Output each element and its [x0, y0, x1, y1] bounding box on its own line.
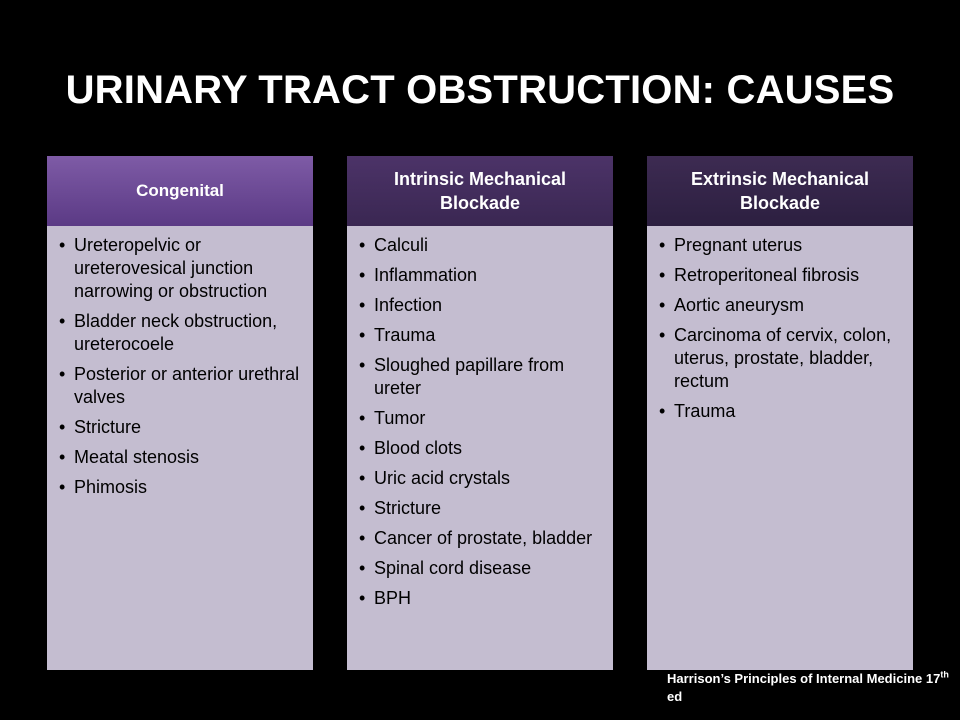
citation-superscript: th	[940, 669, 949, 680]
citation-text: Harrison’s Principles of Internal Medicine 17	[667, 671, 941, 686]
list-item: • Inflammation	[359, 264, 603, 287]
list-item: • Stricture	[359, 497, 603, 520]
cause-list	[47, 226, 313, 499]
list-item: • Bladder neck obstruction, ureterocoele	[59, 310, 303, 356]
list-item: • Tumor	[359, 407, 603, 430]
list-item: • Ureteropelvic or ureterovesical junction narrowing or obstruction	[59, 234, 303, 303]
list-item: • Spinal cord disease	[359, 557, 603, 580]
list-item: • BPH	[359, 587, 603, 610]
citation-suffix: ed	[667, 689, 683, 704]
column-header: Congenital	[47, 156, 313, 226]
list-item: • Blood clots	[359, 437, 603, 460]
list-item: • Meatal stenosis	[59, 446, 303, 469]
column-header: Intrinsic Mechanical Blockade	[347, 156, 613, 226]
list-item: • Retroperitoneal fibrosis	[659, 264, 903, 287]
list-item: • Calculi	[359, 234, 603, 257]
list-item: • Sloughed papillare from ureter	[359, 354, 603, 400]
list-item: • Uric acid crystals	[359, 467, 603, 490]
column-congenital	[47, 156, 313, 670]
citation	[667, 670, 957, 706]
list-item: • Trauma	[659, 400, 903, 423]
list-item: • Aortic aneurysm	[659, 294, 903, 317]
slide-title: URINARY TRACT OBSTRUCTION: CAUSES	[65, 68, 895, 112]
column-header: Extrinsic Mechanical Blockade	[647, 156, 913, 226]
column-intrinsic	[347, 156, 613, 670]
list-item: • Trauma	[359, 324, 603, 347]
list-item: • Carcinoma of cervix, colon, uterus, prostate, bladder, rectum	[659, 324, 903, 393]
column-extrinsic	[647, 156, 913, 670]
cause-list	[347, 226, 613, 610]
list-item: • Pregnant uterus	[659, 234, 903, 257]
list-item: • Stricture	[59, 416, 303, 439]
list-item: • Posterior or anterior urethral valves	[59, 363, 303, 409]
list-item: • Cancer of prostate, bladder	[359, 527, 603, 550]
list-item: • Infection	[359, 294, 603, 317]
cause-list	[647, 226, 913, 423]
list-item: • Phimosis	[59, 476, 303, 499]
